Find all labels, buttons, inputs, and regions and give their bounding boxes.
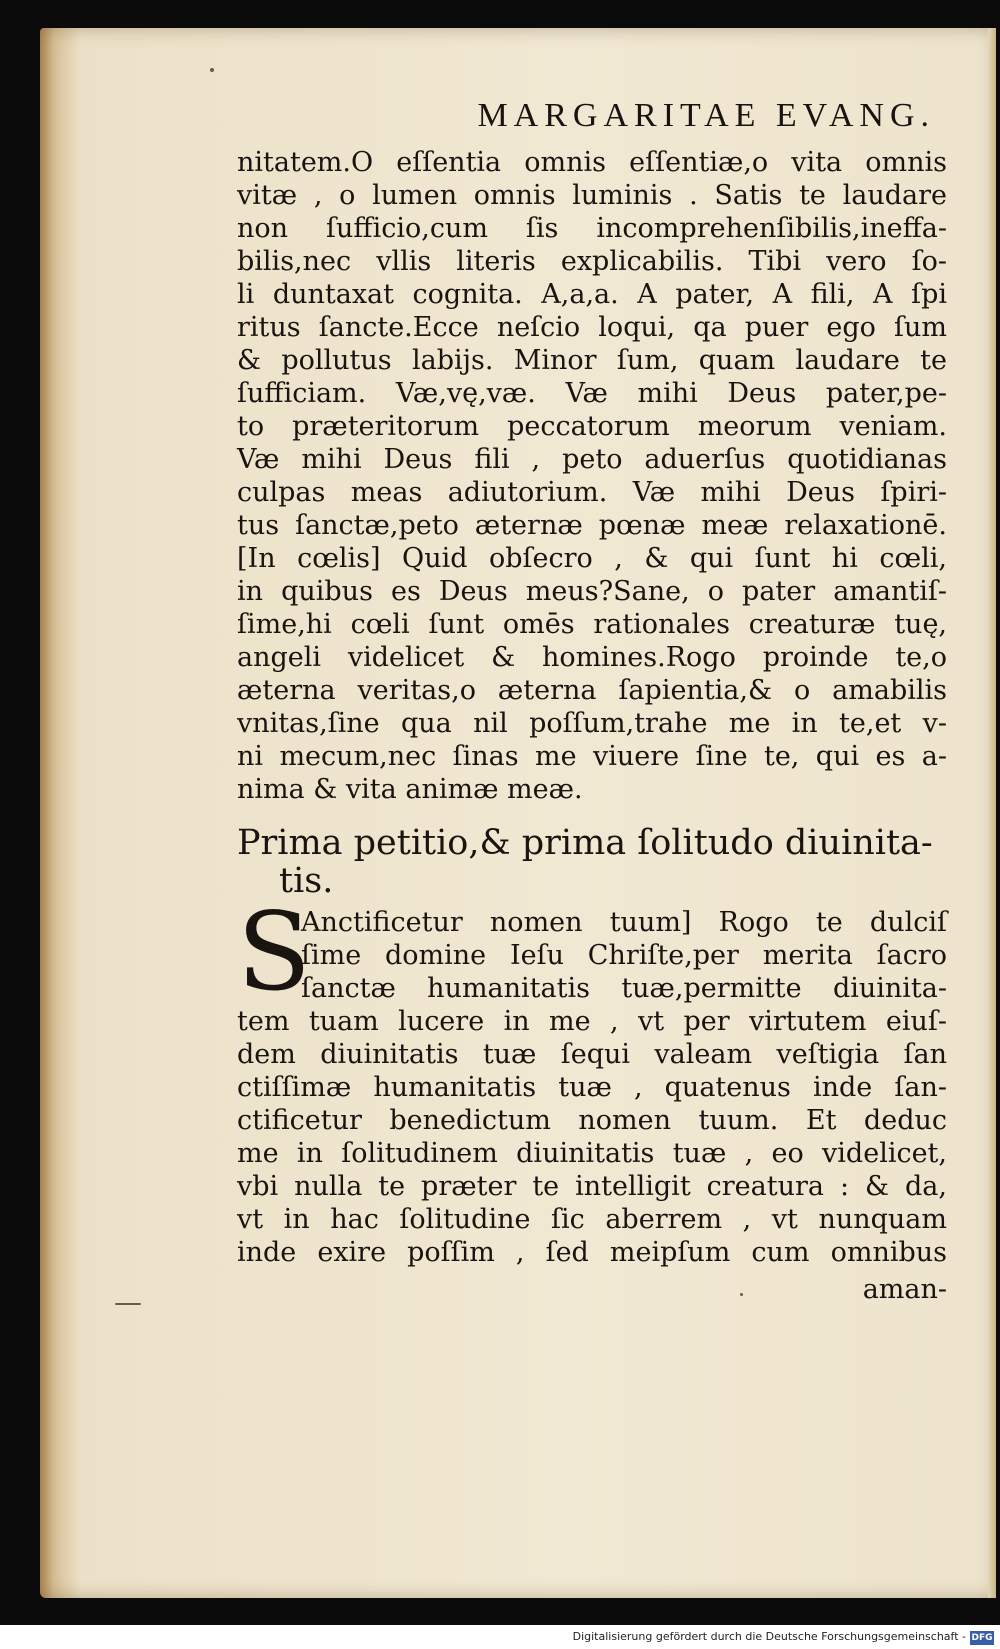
text-line: [In cœlis] Quid obſecro , & qui ſunt hi cœli, [237, 543, 947, 574]
text-line: ſime,hi cœli ſunt omēs rationales creaturæ tuę, [237, 609, 947, 640]
text-line: vbi nulla te præter te intelligit creatura : & da, [237, 1171, 947, 1202]
funding-credit: Digitalisierung gefördert durch die Deutsche Forschungsgemeinschaft - [572, 1630, 966, 1643]
text-line: in quibus es Deus meus?Sane, o pater amantiſ- [237, 576, 947, 607]
section-heading: Prima petitio,& prima ſolitudo diuinita- [237, 823, 933, 863]
drop-capital: S [237, 890, 311, 1015]
text-line: dem diuinitatis tuæ ſequi valeam veſtigia ſan [237, 1039, 947, 1070]
dfg-logo-icon: DFG [971, 1633, 993, 1643]
paper-speck [210, 68, 214, 72]
page-edge [988, 28, 996, 1598]
section-heading-continuation: tis. [279, 861, 334, 901]
text-line: vnitas,ſine qua nil poſſum,trahe me in te,et v- [237, 708, 947, 739]
text-line: & pollutus labijs. Minor ſum, quam laudare te [237, 345, 947, 376]
text-line: ſime domine Ieſu Chriſte,per merita ſacro [301, 940, 947, 971]
text-line: non ſufficio,cum ſis incomprehenſibilis,ineffa- [237, 213, 947, 244]
text-line: bilis,nec vllis literis explicabilis. Tibi vero ſo- [237, 246, 947, 277]
catchword: aman- [862, 1274, 947, 1305]
text-line: ritus ſancte.Ecce neſcio loqui, qa puer ego ſum [237, 312, 947, 343]
paragraph-1 [237, 146, 947, 806]
text-line: ni mecum,nec ſinas me viuere ſine te, qui es a- [237, 741, 947, 772]
text-line: li duntaxat cognita. A,a,a. A pater, A fili, A ſpi [237, 279, 947, 310]
paper-mark [115, 1303, 141, 1305]
text-line: ſufficiam. Væ,vę,væ. Væ mihi Deus pater,pe- [237, 378, 947, 409]
text-line: æterna veritas,o æterna ſapientia,& o amabilis [237, 675, 947, 706]
text-line: inde exire poſſim , ſed meipſum cum omnibus [237, 1237, 947, 1268]
text-line: vitæ , o lumen omnis luminis . Satis te laudare [237, 180, 947, 211]
text-line: ſanctæ humanitatis tuæ,permitte diuinita- [301, 973, 947, 1004]
text-line: ctiſſimæ humanitatis tuæ , quatenus inde ſan- [237, 1072, 947, 1103]
text-line: me in ſolitudinem diuinitatis tuæ , eo videlicet, [237, 1138, 947, 1169]
text-line: tus ſanctæ,peto æternæ pœnæ meæ relaxationē. [237, 510, 947, 541]
running-head: MARGARITAE EVANG. [477, 97, 935, 134]
text-line: to præteritorum peccatorum meorum veniam. [237, 411, 947, 442]
text-line: tem tuam lucere in me , vt per virtutem eiuſ- [237, 1006, 947, 1037]
page-text-block [237, 88, 947, 1306]
text-line: nitatem.O eſſentia omnis eſſentiæ,o vita omnis [237, 147, 947, 178]
text-line: Anctificetur nomen tuum] Rogo te dulciſ [301, 907, 947, 938]
text-line: ctificetur benedictum nomen tuum. Et deduc [237, 1105, 947, 1136]
text-line: culpas meas adiutorium. Væ mihi Deus ſpiri- [237, 477, 947, 508]
text-line: Væ mihi Deus fili , peto aduerſus quotidianas [237, 444, 947, 475]
text-line: vt in hac ſolitudine ſic aberrem , vt nunquam [237, 1204, 947, 1235]
paragraph-2 [237, 890, 947, 1269]
text-line: angeli videlicet & homines.Rogo proinde te,o [237, 642, 947, 673]
text-line: nima & vita animæ meæ. [237, 774, 583, 805]
